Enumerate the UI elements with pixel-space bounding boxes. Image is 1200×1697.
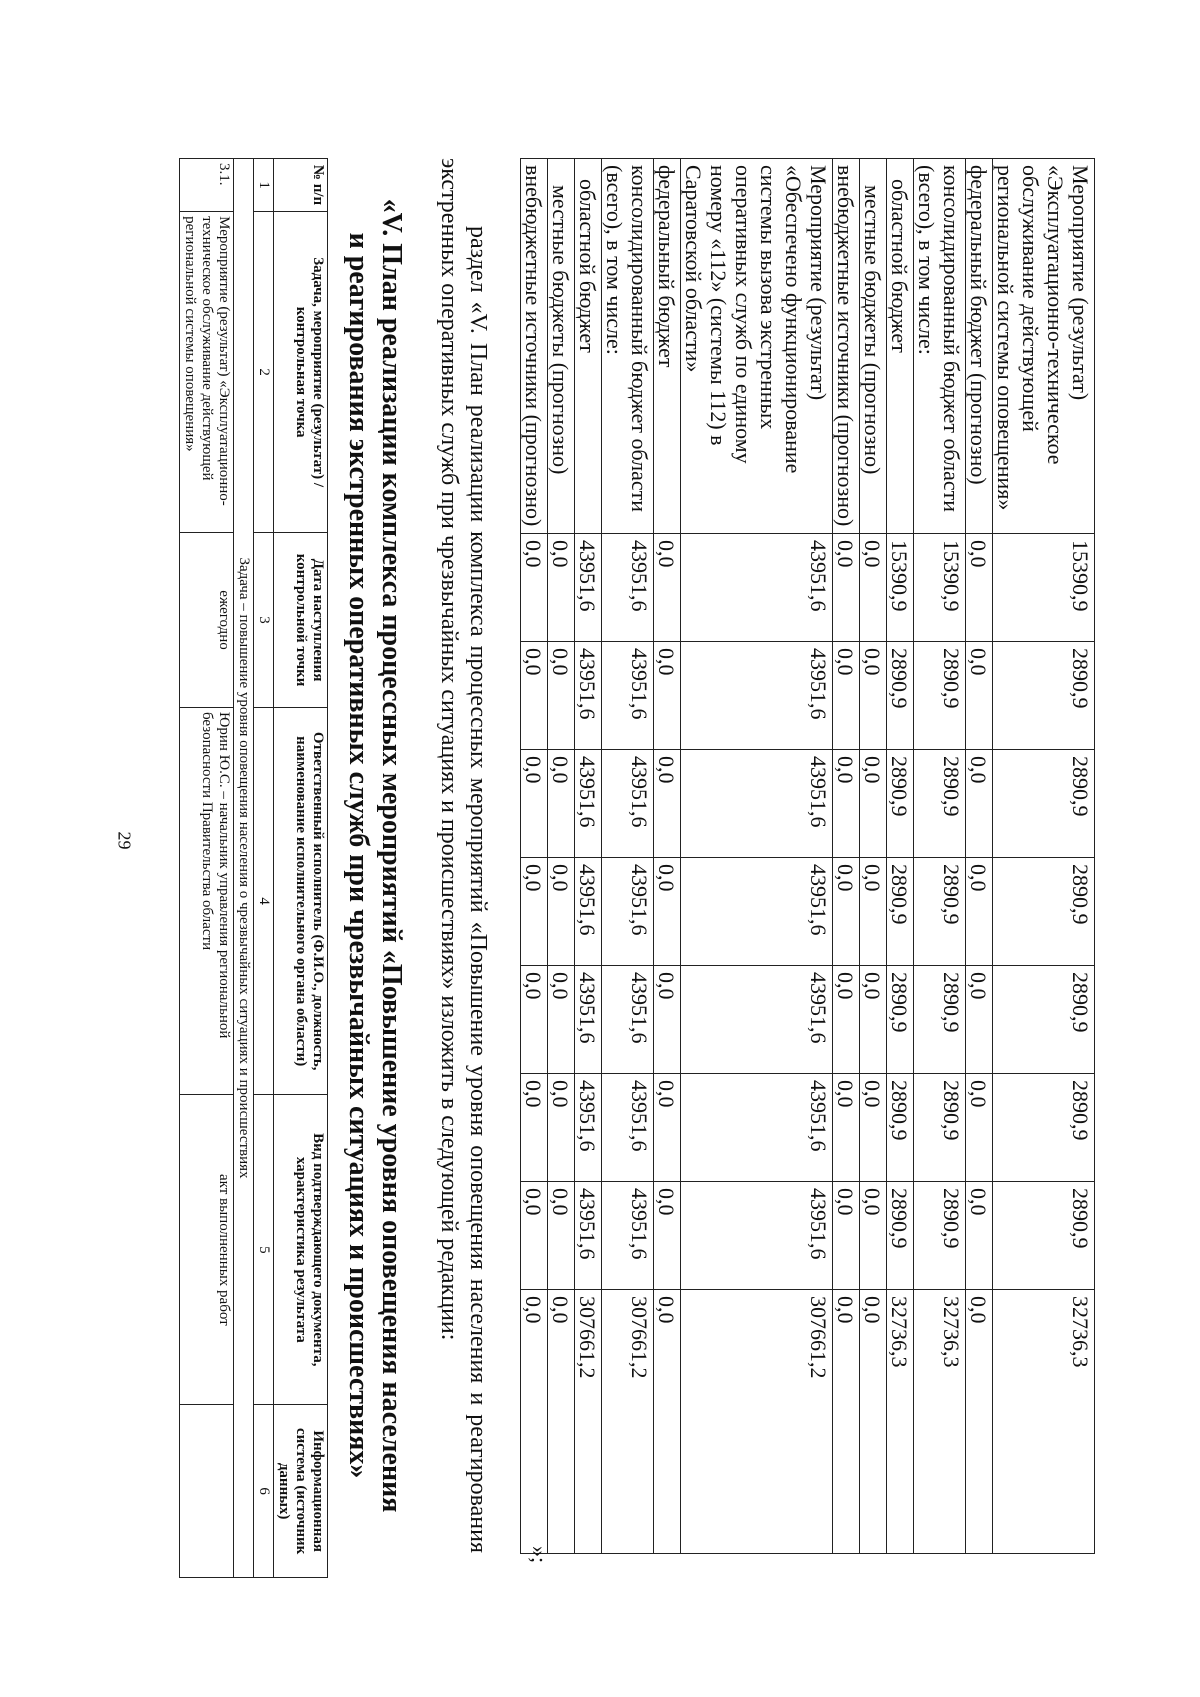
budget-row bbox=[914, 159, 966, 1554]
budget-row bbox=[548, 159, 575, 1554]
budget-value-cell: 43951,6 bbox=[681, 642, 833, 750]
budget-row bbox=[602, 159, 654, 1554]
budget-value-cell: 0,0 bbox=[966, 534, 993, 642]
budget-value-cell: 0,0 bbox=[966, 1074, 993, 1182]
budget-value-cell: 0,0 bbox=[654, 1074, 681, 1182]
budget-row-label: местные бюджеты (прогнозно) bbox=[860, 159, 887, 534]
budget-value-cell: 15390,9 bbox=[887, 534, 914, 642]
budget-value-cell: 0,0 bbox=[521, 642, 548, 750]
budget-value-cell: 0,0 bbox=[833, 858, 860, 966]
budget-value-cell: 0,0 bbox=[654, 966, 681, 1074]
budget-row-label: федеральный бюджет bbox=[654, 159, 681, 534]
plan-item-date: ежегодно bbox=[180, 533, 234, 708]
plan-item-row bbox=[180, 159, 234, 1578]
budget-value-cell: 43951,6 bbox=[575, 750, 602, 858]
budget-value-cell: 0,0 bbox=[860, 750, 887, 858]
plan-table bbox=[179, 158, 328, 1578]
budget-row-label: Мероприятие (результат) «Эксплуатационно-техническое обслуживание действующей региональной системы оповещения» bbox=[993, 159, 1095, 534]
budget-value-cell: 43951,6 bbox=[575, 858, 602, 966]
budget-value-cell: 0,0 bbox=[860, 966, 887, 1074]
budget-value-cell: 2890,9 bbox=[993, 642, 1095, 750]
budget-value-cell: 0,0 bbox=[860, 1290, 887, 1554]
budget-row bbox=[860, 159, 887, 1554]
rotated-page-content bbox=[95, 128, 1105, 1568]
budget-value-cell: 43951,6 bbox=[602, 642, 654, 750]
budget-value-cell: 0,0 bbox=[966, 642, 993, 750]
budget-value-cell: 2890,9 bbox=[887, 1074, 914, 1182]
plan-column-number: 5 bbox=[254, 1095, 274, 1405]
budget-value-cell: 2890,9 bbox=[914, 858, 966, 966]
budget-value-cell: 307661,2 bbox=[602, 1290, 654, 1554]
budget-value-cell: 307661,2 bbox=[681, 1290, 833, 1554]
budget-value-cell: 2890,9 bbox=[887, 1182, 914, 1290]
budget-row-label: Мероприятие (результат) «Обеспечено функционирование системы вызова экстренных оперативных служб по единому номеру «112» (системы 112) в Саратовской области» bbox=[681, 159, 833, 534]
budget-value-cell: 43951,6 bbox=[575, 966, 602, 1074]
plan-column-number: 4 bbox=[254, 707, 274, 1094]
budget-value-cell: 2890,9 bbox=[887, 966, 914, 1074]
budget-value-cell: 0,0 bbox=[654, 534, 681, 642]
plan-item-name: Мероприятие (результат) «Эксплуатационно-техническое обслуживание действующей региональной системы оповещения» bbox=[180, 212, 234, 533]
plan-task-row bbox=[234, 159, 254, 1578]
budget-value-cell: 2890,9 bbox=[914, 1074, 966, 1182]
budget-value-cell: 0,0 bbox=[833, 1290, 860, 1554]
budget-value-cell: 0,0 bbox=[521, 1074, 548, 1182]
plan-item-document: акт выполненных работ bbox=[180, 1095, 234, 1405]
budget-row bbox=[654, 159, 681, 1554]
section-title-line-2: и реагирования экстренных оперативных служб при чрезвычайных ситуациях и происшествиях» bbox=[343, 232, 374, 1479]
budget-value-cell: 0,0 bbox=[833, 1074, 860, 1182]
budget-value-cell: 0,0 bbox=[548, 858, 575, 966]
budget-value-cell: 0,0 bbox=[860, 1074, 887, 1182]
budget-value-cell: 0,0 bbox=[654, 858, 681, 966]
budget-value-cell: 0,0 bbox=[833, 1182, 860, 1290]
plan-task-cell: Задача – повышение уровня оповещения населения о чрезвычайных ситуациях и происшествиях bbox=[234, 159, 254, 1578]
budget-value-cell: 2890,9 bbox=[914, 642, 966, 750]
budget-value-cell: 0,0 bbox=[654, 1290, 681, 1554]
plan-column-number: 6 bbox=[254, 1405, 274, 1578]
budget-value-cell: 43951,6 bbox=[681, 966, 833, 1074]
budget-value-cell: 43951,6 bbox=[602, 1074, 654, 1182]
budget-value-cell: 0,0 bbox=[521, 750, 548, 858]
budget-value-cell: 0,0 bbox=[966, 966, 993, 1074]
budget-value-cell: 0,0 bbox=[548, 1074, 575, 1182]
plan-column-number-row bbox=[254, 159, 274, 1578]
budget-value-cell: 0,0 bbox=[521, 966, 548, 1074]
amendment-text: раздел «V. План реализации комплекса процессных мероприятий «Повышение уровня оповещения населения и реагирования экстренных оперативных служб при чрезвычайных ситуациях и происшествиях» изложить в следующей редакции: bbox=[436, 158, 491, 1553]
budget-value-cell: 0,0 bbox=[548, 642, 575, 750]
budget-value-cell: 0,0 bbox=[521, 1182, 548, 1290]
plan-header-cell: № п/п bbox=[274, 159, 328, 212]
budget-value-cell: 2890,9 bbox=[993, 750, 1095, 858]
budget-value-cell: 0,0 bbox=[966, 1290, 993, 1554]
budget-row bbox=[887, 159, 914, 1554]
budget-value-cell: 0,0 bbox=[548, 534, 575, 642]
budget-table bbox=[520, 158, 1095, 1554]
budget-value-cell: 32736,3 bbox=[993, 1290, 1095, 1554]
budget-value-cell: 0,0 bbox=[654, 1182, 681, 1290]
budget-value-cell: 0,0 bbox=[548, 750, 575, 858]
budget-row-label: областной бюджет bbox=[887, 159, 914, 534]
budget-row bbox=[521, 159, 548, 1554]
budget-value-cell: 0,0 bbox=[966, 1182, 993, 1290]
budget-value-cell: 2890,9 bbox=[993, 966, 1095, 1074]
budget-value-cell: 2890,9 bbox=[993, 1182, 1095, 1290]
budget-row bbox=[966, 159, 993, 1554]
budget-value-cell: 15390,9 bbox=[914, 534, 966, 642]
budget-value-cell: 2890,9 bbox=[887, 750, 914, 858]
budget-row-label: федеральный бюджет (прогнозно) bbox=[966, 159, 993, 534]
budget-value-cell: 0,0 bbox=[860, 858, 887, 966]
budget-value-cell: 2890,9 bbox=[993, 858, 1095, 966]
plan-header-cell: Вид подтверждающего документа, характеристика результата bbox=[274, 1095, 328, 1405]
budget-value-cell: 43951,6 bbox=[602, 750, 654, 858]
plan-header-cell: Ответственный исполнитель (Ф.И.О., должность, наименование исполнительного органа области) bbox=[274, 707, 328, 1094]
plan-header-cell: Дата наступления контрольной точки bbox=[274, 533, 328, 708]
budget-value-cell: 0,0 bbox=[548, 1290, 575, 1554]
budget-row bbox=[833, 159, 860, 1554]
budget-row bbox=[681, 159, 833, 1554]
budget-value-cell: 0,0 bbox=[548, 966, 575, 1074]
section-title-line-1: «V. План реализации комплекса процессных мероприятий «Повышение уровня оповещения населения bbox=[376, 198, 407, 1513]
plan-header-row bbox=[274, 159, 328, 1578]
budget-value-cell: 43951,6 bbox=[575, 1074, 602, 1182]
budget-value-cell: 0,0 bbox=[860, 1182, 887, 1290]
budget-value-cell: 43951,6 bbox=[602, 966, 654, 1074]
budget-value-cell: 43951,6 bbox=[602, 858, 654, 966]
budget-value-cell: 307661,2 bbox=[575, 1290, 602, 1554]
budget-value-cell: 43951,6 bbox=[681, 1182, 833, 1290]
budget-row-label: местные бюджеты (прогнозно) bbox=[548, 159, 575, 534]
budget-value-cell: 0,0 bbox=[654, 642, 681, 750]
budget-value-cell: 43951,6 bbox=[602, 534, 654, 642]
budget-value-cell: 0,0 bbox=[548, 1182, 575, 1290]
budget-value-cell: 43951,6 bbox=[681, 534, 833, 642]
budget-value-cell: 0,0 bbox=[833, 642, 860, 750]
plan-item-number: 3.1. bbox=[180, 159, 234, 212]
budget-value-cell: 2890,9 bbox=[914, 1182, 966, 1290]
budget-value-cell: 32736,3 bbox=[887, 1290, 914, 1554]
budget-value-cell: 43951,6 bbox=[681, 858, 833, 966]
budget-value-cell: 43951,6 bbox=[575, 534, 602, 642]
plan-header-cell: Задача, мероприятие (результат) / контрольная точка bbox=[274, 212, 328, 533]
budget-value-cell: 0,0 bbox=[860, 534, 887, 642]
budget-value-cell: 15390,9 bbox=[993, 534, 1095, 642]
budget-row-label: консолидированный бюджет области (всего), в том числе: bbox=[914, 159, 966, 534]
budget-value-cell: 2890,9 bbox=[887, 858, 914, 966]
plan-item-system bbox=[180, 1405, 234, 1578]
plan-column-number: 2 bbox=[254, 212, 274, 533]
budget-value-cell: 2890,9 bbox=[914, 750, 966, 858]
budget-value-cell: 0,0 bbox=[860, 642, 887, 750]
budget-row bbox=[993, 159, 1095, 1554]
budget-value-cell: 43951,6 bbox=[575, 642, 602, 750]
budget-value-cell: 0,0 bbox=[521, 534, 548, 642]
page-number: 29 bbox=[114, 831, 135, 850]
budget-value-cell: 2890,9 bbox=[914, 966, 966, 1074]
budget-value-cell: 0,0 bbox=[654, 750, 681, 858]
budget-value-cell: 43951,6 bbox=[575, 1182, 602, 1290]
budget-value-cell: 2890,9 bbox=[887, 642, 914, 750]
budget-value-cell: 0,0 bbox=[966, 750, 993, 858]
section-title bbox=[342, 158, 408, 1553]
budget-row-label: консолидированный бюджет области (всего), в том числе: bbox=[602, 159, 654, 534]
budget-value-cell: 0,0 bbox=[833, 966, 860, 1074]
budget-value-cell: 0,0 bbox=[966, 858, 993, 966]
plan-item-executor: Юрин Ю.С. – начальник управления региональной безопасности Правительства области bbox=[180, 707, 234, 1094]
budget-value-cell: 0,0 bbox=[833, 534, 860, 642]
budget-value-cell: 43951,6 bbox=[681, 750, 833, 858]
plan-column-number: 1 bbox=[254, 159, 274, 212]
budget-value-cell: 43951,6 bbox=[681, 1074, 833, 1182]
budget-value-cell: 0,0 bbox=[833, 750, 860, 858]
budget-value-cell: 32736,3 bbox=[914, 1290, 966, 1554]
budget-value-cell: 2890,9 bbox=[993, 1074, 1095, 1182]
budget-value-cell: 0,0 bbox=[521, 858, 548, 966]
budget-value-cell: 0,0 bbox=[521, 1290, 548, 1554]
closing-quote-mark: »; bbox=[527, 1546, 552, 1564]
budget-row-label: внебюджетные источники (прогнозно) bbox=[833, 159, 860, 534]
budget-row-label: областной бюджет bbox=[575, 159, 602, 534]
plan-header-cell: Информационная система (источник данных) bbox=[274, 1405, 328, 1578]
budget-value-cell: 43951,6 bbox=[602, 1182, 654, 1290]
budget-row bbox=[575, 159, 602, 1554]
amendment-paragraph bbox=[434, 158, 492, 1553]
plan-column-number: 3 bbox=[254, 533, 274, 708]
budget-row-label: внебюджетные источники (прогнозно) bbox=[521, 159, 548, 534]
